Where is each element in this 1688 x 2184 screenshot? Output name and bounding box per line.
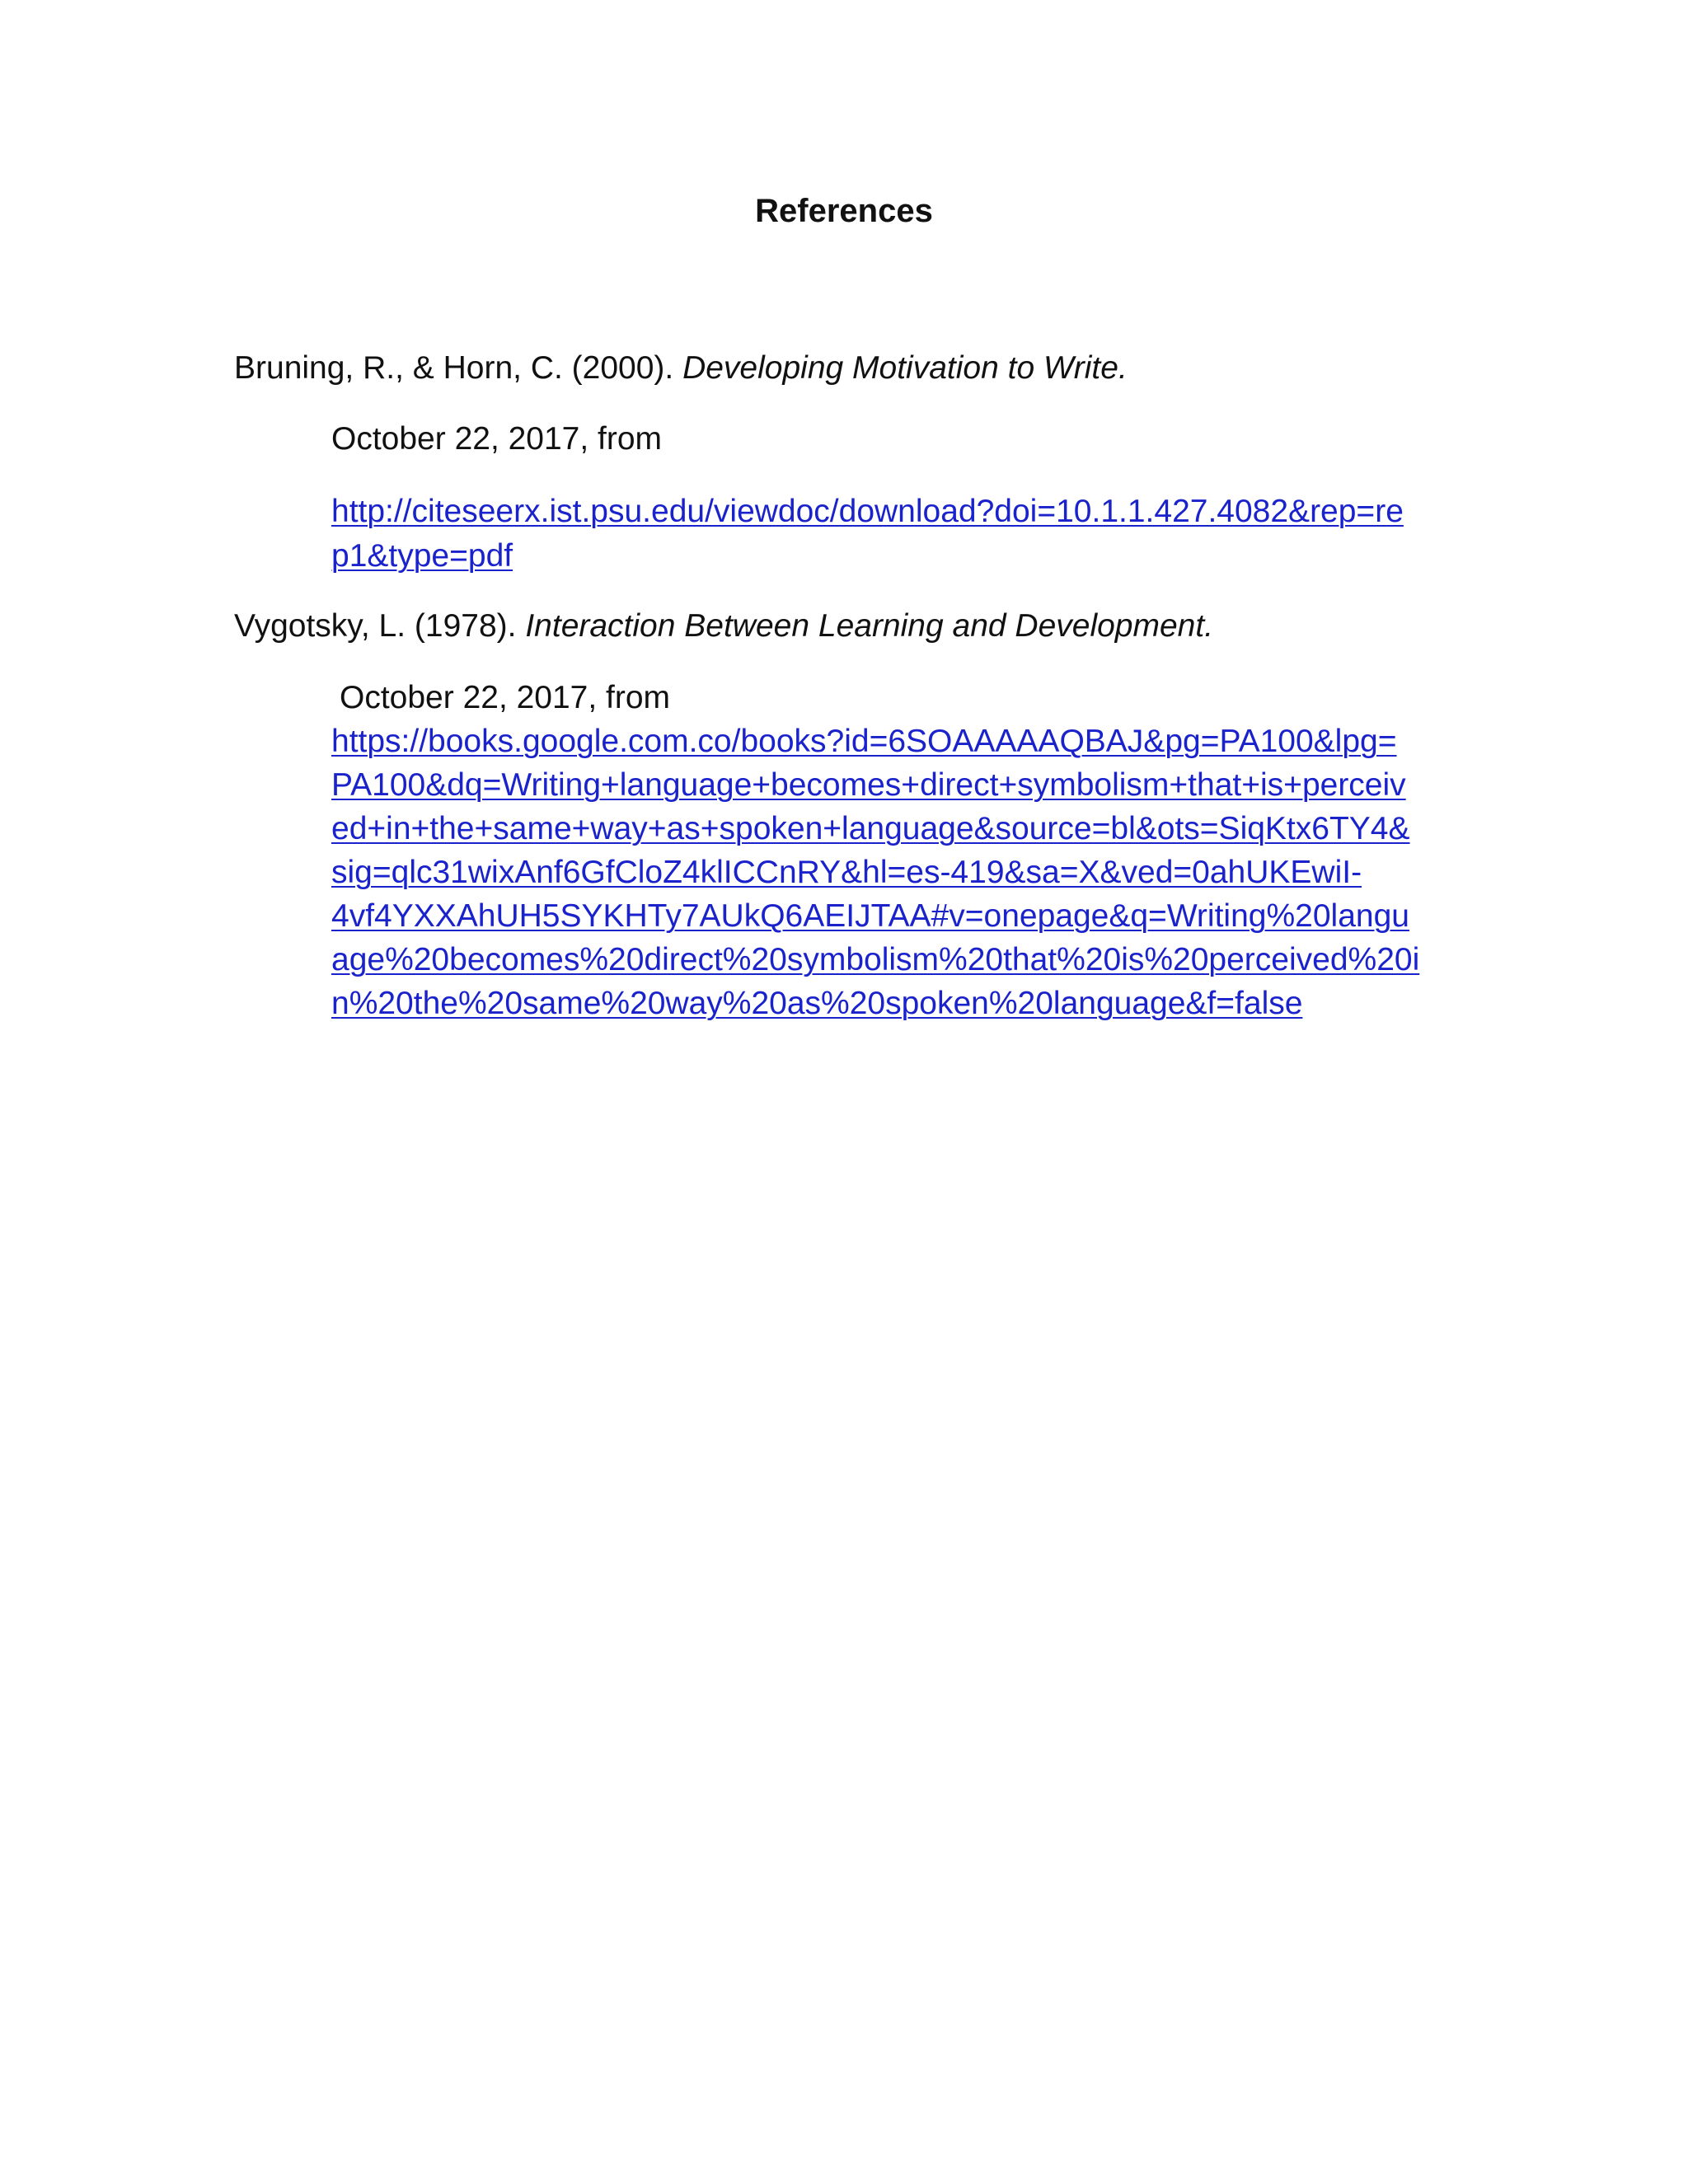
reference-2-url-line-7[interactable] xyxy=(331,982,1302,1026)
reference-1-title: Developing Motivation to Write. xyxy=(682,350,1128,386)
page-title: References xyxy=(755,193,933,229)
reference-1-url-line-2[interactable] xyxy=(331,534,513,579)
reference-1-citation xyxy=(234,346,1128,391)
reference-1-link[interactable]: p1&type=pdf xyxy=(331,538,513,574)
reference-2-url-line-4[interactable] xyxy=(331,851,1362,895)
reference-2-title: Interaction Between Learning and Development. xyxy=(525,608,1214,644)
reference-1-link[interactable]: http://citeseerx.ist.psu.edu/viewdoc/download?doi=10.1.1.427.4082&rep=re xyxy=(331,494,1404,529)
reference-2-link[interactable]: sig=qlc31wixAnf6GfCloZ4klICCnRY&hl=es-419&sa=X&ved=0ahUKEwiI- xyxy=(331,855,1362,890)
reference-2-url-line-3[interactable] xyxy=(331,807,1410,851)
reference-2-retrieved: October 22, 2017, from xyxy=(340,680,671,715)
reference-1-url-line-1[interactable] xyxy=(331,490,1404,534)
reference-2-url-line-6[interactable] xyxy=(331,938,1419,982)
reference-2-link[interactable]: n%20the%20same%20way%20as%20spoken%20language&f=false xyxy=(331,986,1303,1021)
reference-2-citation xyxy=(234,604,1213,649)
reference-1-authors: Bruning, R., & Horn, C. (2000). xyxy=(234,350,683,386)
reference-2-url-line-1[interactable] xyxy=(331,719,1397,764)
reference-2-url-line-5[interactable] xyxy=(331,894,1409,939)
reference-2-link[interactable]: ed+in+the+same+way+as+spoken+language&source=bl&ots=SiqKtx6TY4& xyxy=(331,811,1410,846)
reference-2-url-line-2[interactable] xyxy=(331,763,1406,808)
reference-1-retrieved: October 22, 2017, from xyxy=(331,421,663,457)
reference-2-link[interactable]: PA100&dq=Writing+language+becomes+direct+symbolism+that+is+perceiv xyxy=(331,767,1406,803)
reference-2-link[interactable]: age%20becomes%20direct%20symbolism%20that%20is%20perceived%20i xyxy=(331,942,1420,977)
reference-2-link[interactable]: 4vf4YXXAhUH5SYKHTy7AUkQ6AEIJTAA#v=onepage&q=Writing%20langu xyxy=(331,898,1409,934)
reference-2-authors: Vygotsky, L. (1978). xyxy=(234,608,526,644)
reference-2-link[interactable]: https://books.google.com.co/books?id=6SOAAAAAQBAJ&pg=PA100&lpg= xyxy=(331,724,1397,759)
